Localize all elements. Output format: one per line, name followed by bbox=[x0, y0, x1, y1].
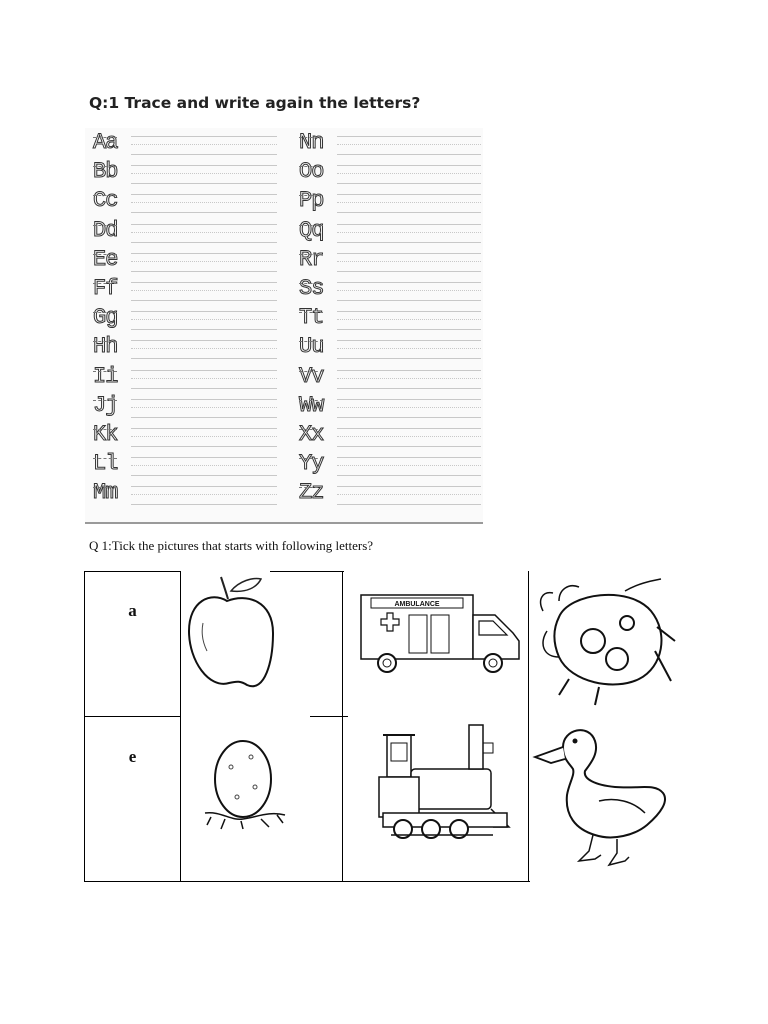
writing-lines bbox=[337, 399, 481, 418]
trace-row bbox=[299, 362, 481, 391]
trace-letter: Pp bbox=[299, 188, 324, 214]
writing-lines bbox=[131, 165, 277, 184]
writing-lines bbox=[337, 194, 481, 213]
trace-row bbox=[299, 128, 481, 157]
writing-lines bbox=[131, 136, 277, 155]
trace-row bbox=[93, 420, 277, 449]
trace-letter: Rr bbox=[299, 246, 324, 272]
ambulance-label: AMBULANCE bbox=[394, 601, 440, 608]
trace-letter: Ll bbox=[93, 451, 118, 477]
ladybug-picture[interactable] bbox=[529, 571, 685, 716]
writing-lines bbox=[131, 311, 277, 330]
trace-letter: Kk bbox=[93, 421, 118, 447]
train-picture[interactable] bbox=[343, 717, 528, 881]
letter-a: a bbox=[128, 601, 137, 620]
trace-letter: Yy bbox=[299, 451, 324, 477]
writing-lines bbox=[337, 224, 481, 243]
trace-letter: Ww bbox=[299, 392, 324, 418]
grid-line bbox=[84, 881, 530, 882]
writing-lines bbox=[337, 165, 481, 184]
trace-row bbox=[93, 478, 277, 507]
trace-row bbox=[299, 157, 481, 186]
trace-letter: Uu bbox=[299, 334, 324, 360]
apple-picture[interactable] bbox=[181, 571, 342, 716]
trace-row bbox=[299, 245, 481, 274]
writing-lines bbox=[131, 399, 277, 418]
train-icon bbox=[343, 717, 528, 881]
ambulance-icon bbox=[343, 571, 528, 716]
trace-row bbox=[299, 449, 481, 478]
ladybug-icon bbox=[529, 571, 685, 716]
writing-lines bbox=[131, 253, 277, 272]
question-1-title: Q:1 Trace and write again the letters? bbox=[89, 94, 421, 112]
writing-lines bbox=[131, 224, 277, 243]
tracing-column-right bbox=[299, 128, 481, 507]
letter-e: e bbox=[128, 747, 137, 766]
trace-letter: Ff bbox=[93, 275, 118, 301]
picture-grid bbox=[84, 571, 685, 882]
writing-lines bbox=[337, 340, 481, 359]
tracing-column-left bbox=[93, 128, 277, 507]
letter-cell-a bbox=[84, 571, 181, 717]
writing-lines bbox=[337, 311, 481, 330]
trace-letter: Jj bbox=[93, 392, 118, 418]
trace-row bbox=[93, 362, 277, 391]
writing-lines bbox=[131, 370, 277, 389]
question-2-title: Q 1:Tick the pictures that starts with following letters? bbox=[89, 538, 374, 553]
trace-letter: Vv bbox=[299, 363, 324, 389]
trace-row bbox=[93, 391, 277, 420]
writing-lines bbox=[337, 428, 481, 447]
trace-letter: Hh bbox=[93, 334, 118, 360]
letter-tracing-sheet bbox=[85, 128, 483, 524]
trace-letter: Ee bbox=[93, 246, 118, 272]
apple-icon bbox=[181, 571, 342, 716]
trace-row bbox=[93, 216, 277, 245]
trace-letter: Ii bbox=[93, 363, 118, 389]
egg-icon bbox=[181, 717, 342, 881]
letter-cell-e bbox=[84, 717, 181, 881]
trace-row bbox=[299, 391, 481, 420]
trace-row bbox=[93, 128, 277, 157]
writing-lines bbox=[337, 282, 481, 301]
writing-lines bbox=[337, 370, 481, 389]
duck-icon bbox=[529, 717, 685, 881]
trace-letter: Dd bbox=[93, 217, 118, 243]
writing-lines bbox=[131, 428, 277, 447]
trace-letter: Gg bbox=[93, 305, 118, 331]
trace-row bbox=[93, 449, 277, 478]
trace-row bbox=[299, 332, 481, 361]
trace-row bbox=[299, 303, 481, 332]
trace-letter: Ss bbox=[299, 275, 324, 301]
writing-lines bbox=[337, 253, 481, 272]
trace-row bbox=[299, 478, 481, 507]
trace-row bbox=[299, 186, 481, 215]
writing-lines bbox=[131, 194, 277, 213]
trace-row bbox=[299, 420, 481, 449]
writing-lines bbox=[131, 486, 277, 505]
trace-row bbox=[93, 157, 277, 186]
trace-letter: Xx bbox=[299, 421, 324, 447]
trace-letter: Zz bbox=[299, 480, 324, 506]
trace-letter: Aa bbox=[93, 130, 118, 155]
trace-row bbox=[299, 274, 481, 303]
writing-lines bbox=[337, 136, 481, 155]
writing-lines bbox=[337, 457, 481, 476]
trace-row bbox=[93, 186, 277, 215]
writing-lines bbox=[131, 340, 277, 359]
trace-row bbox=[93, 332, 277, 361]
writing-lines bbox=[131, 457, 277, 476]
egg-picture[interactable] bbox=[181, 717, 342, 881]
trace-letter: Mm bbox=[93, 480, 118, 506]
duck-picture[interactable] bbox=[529, 717, 685, 881]
writing-lines bbox=[337, 486, 481, 505]
trace-letter: Cc bbox=[93, 188, 118, 214]
trace-letter: Nn bbox=[299, 130, 324, 155]
writing-lines bbox=[131, 282, 277, 301]
trace-row bbox=[93, 245, 277, 274]
trace-letter: Tt bbox=[299, 305, 324, 331]
ambulance-picture[interactable] bbox=[343, 571, 528, 716]
trace-row bbox=[93, 274, 277, 303]
trace-letter: Oo bbox=[299, 159, 324, 185]
trace-letter: Bb bbox=[93, 159, 118, 185]
trace-row bbox=[299, 216, 481, 245]
trace-letter: Qq bbox=[299, 217, 324, 243]
trace-row bbox=[93, 303, 277, 332]
